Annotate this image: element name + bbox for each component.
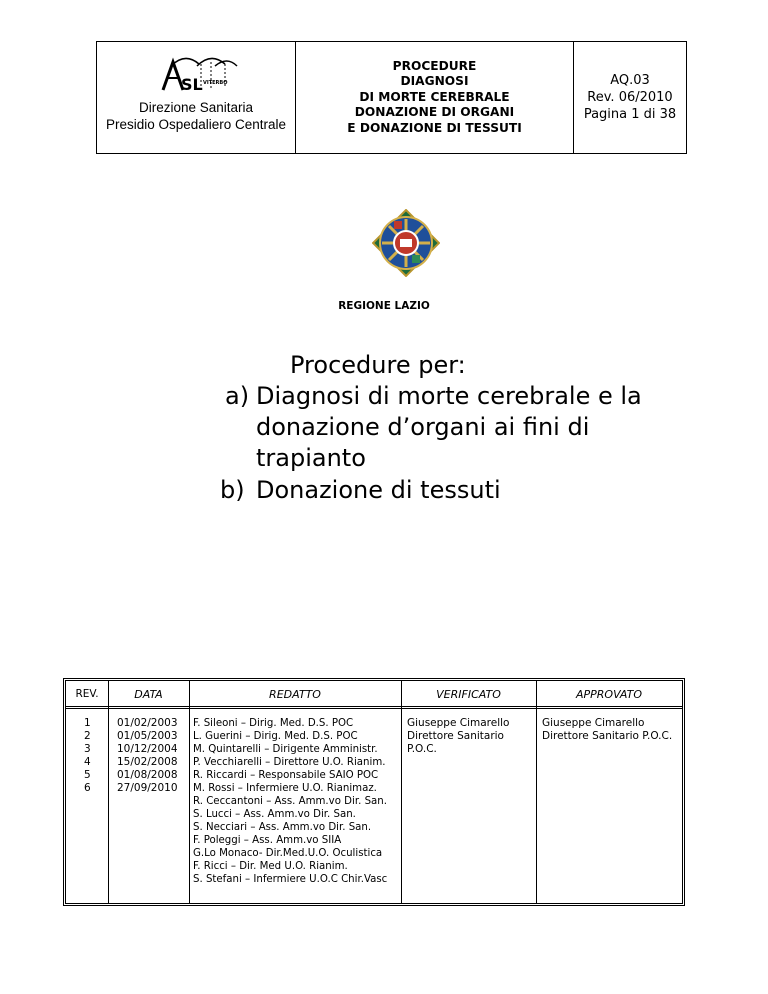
author-entry: R. Ceccantoni – Ass. Amm.vo Dir. San. bbox=[193, 796, 387, 807]
header-approvato: APPROVATO bbox=[576, 688, 642, 701]
verificato-column bbox=[407, 717, 509, 756]
item-a-line-1: Diagnosi di morte cerebrale e la bbox=[256, 382, 642, 410]
verifier-line: Direttore Sanitario bbox=[407, 730, 504, 742]
date-cell: 01/05/2003 bbox=[117, 730, 178, 742]
organization-name bbox=[97, 99, 295, 133]
title-intro: Procedure per: bbox=[290, 351, 466, 379]
author-entry: M. Quintarelli – Dirigente Amministr. bbox=[193, 744, 378, 755]
author-entry: P. Vecchiarelli – Direttore U.O. Rianim. bbox=[193, 757, 386, 768]
verifier-line: P.O.C. bbox=[407, 743, 437, 755]
author-entry: F. Sileoni – Dirig. Med. D.S. POC bbox=[193, 718, 354, 729]
revision-table bbox=[63, 678, 685, 906]
author-entry: S. Lucci – Ass. Amm.vo Dir. San. bbox=[193, 809, 356, 820]
approver-line: Direttore Sanitario P.O.C. bbox=[542, 730, 673, 742]
author-entry: S. Necciari – Ass. Amm.vo Dir. San. bbox=[193, 822, 372, 833]
header-redatto: REDATTO bbox=[269, 688, 321, 701]
rev-cell: 1 bbox=[84, 717, 91, 729]
author-entry: F. Poleggi – Ass. Amm.vo SIIA bbox=[193, 835, 342, 846]
date-cell: 01/02/2003 bbox=[117, 717, 178, 729]
title-line: DIAGNOSI bbox=[400, 74, 469, 89]
procedure-title bbox=[347, 59, 521, 137]
main-title bbox=[0, 344, 768, 514]
date-cell: 01/08/2008 bbox=[117, 769, 178, 781]
author-entry: F. Ricci – Dir. Med U.O. Rianim. bbox=[193, 861, 348, 872]
asl-logo bbox=[155, 56, 239, 92]
header-code-cell bbox=[574, 42, 686, 153]
header-org-cell bbox=[97, 42, 296, 153]
org-line-2: Presidio Ospedaliero Centrale bbox=[105, 117, 287, 132]
document-revision: Rev. 06/2010 bbox=[587, 90, 673, 105]
page-number: Pagina 1 di 38 bbox=[583, 107, 677, 122]
date-cell: 10/12/2004 bbox=[117, 743, 178, 755]
approver-line: Giuseppe Cimarello bbox=[542, 717, 645, 729]
document-code: AQ.03 bbox=[610, 73, 650, 88]
item-b-text: Donazione di tessuti bbox=[256, 476, 501, 504]
approvato-column bbox=[542, 717, 672, 743]
region-label: REGIONE LAZIO bbox=[338, 300, 430, 312]
item-a-line-3: trapianto bbox=[256, 444, 366, 472]
logo-text: SL bbox=[181, 75, 203, 92]
rev-cell: 4 bbox=[84, 756, 91, 768]
header-rev: REV. bbox=[75, 688, 99, 700]
rev-cell: 3 bbox=[84, 743, 91, 755]
document-header bbox=[96, 41, 687, 154]
rev-cell: 2 bbox=[84, 730, 91, 742]
title-line: DONAZIONE DI ORGANI bbox=[354, 105, 515, 120]
org-line-1: Direzione Sanitaria bbox=[138, 100, 254, 115]
author-entry: L. Guerini – Dirig. Med. D.S. POC bbox=[193, 731, 358, 742]
logo-subtext: VITERBO bbox=[203, 80, 228, 86]
rev-cell: 5 bbox=[84, 769, 91, 781]
item-b-label: b) bbox=[220, 476, 245, 504]
title-line: E DONAZIONE DI TESSUTI bbox=[347, 120, 522, 135]
author-entry: G.Lo Monaco- Dir.Med.U.O. Oculistica bbox=[193, 848, 383, 859]
author-entry: S. Stefani – Infermiere U.O.C Chir.Vasc bbox=[193, 874, 388, 885]
date-cell: 27/09/2010 bbox=[117, 782, 178, 794]
author-entry: R. Riccardi – Responsabile SAIO POC bbox=[193, 770, 379, 781]
rev-cell: 6 bbox=[84, 782, 91, 794]
item-a-label: a) bbox=[225, 382, 250, 410]
verifier-line: Giuseppe Cimarello bbox=[407, 717, 510, 729]
title-line: PROCEDURE bbox=[392, 58, 477, 73]
author-entry: M. Rossi – Infermiere U.O. Rianimaz. bbox=[193, 783, 377, 794]
header-verificato: VERIFICATO bbox=[436, 688, 501, 701]
regione-lazio-emblem bbox=[372, 209, 440, 277]
header-data: DATA bbox=[134, 688, 163, 701]
date-cell: 15/02/2008 bbox=[117, 756, 178, 768]
redatto-column bbox=[193, 717, 387, 886]
item-a-line-2: donazione d’organi ai fini di bbox=[256, 413, 590, 441]
date-column bbox=[117, 717, 178, 795]
header-title-cell bbox=[296, 42, 574, 153]
rev-column bbox=[84, 717, 91, 795]
title-line: DI MORTE CEREBRALE bbox=[359, 89, 510, 104]
